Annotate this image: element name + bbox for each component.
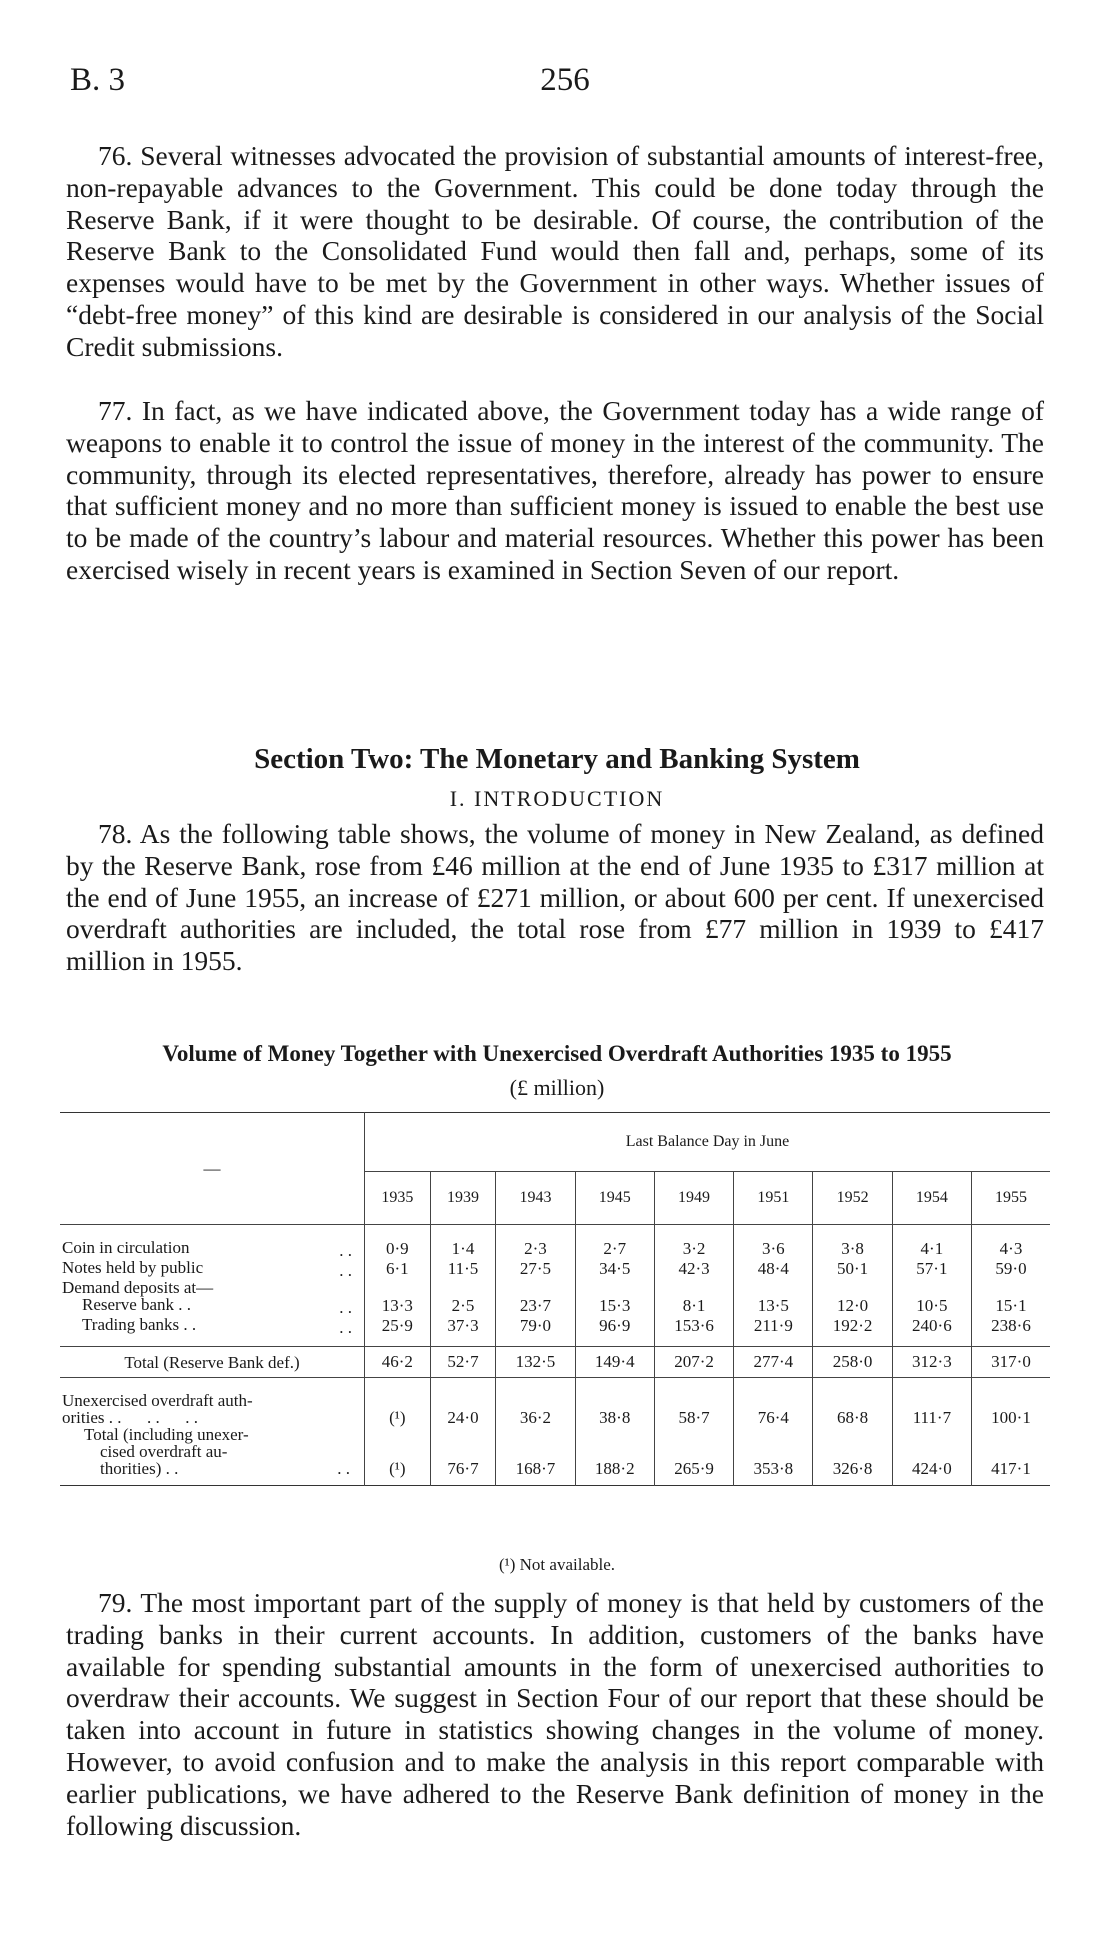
- paragraph-78: 78. As the following table shows, the volume of money in New Zealand, as defined by the Reserve Bank, rose from £46 million at the end of June 1935 to £317 million at the end of June 1955, an increase of £271 million, or about 600 per cent. If unexercised overdraft authorities are included, the total rose from £77 million in 1939 to £417 million in 1955.: [66, 818, 1044, 977]
- table-cell: 424·0: [892, 1426, 971, 1486]
- table-cell: 149·4: [575, 1347, 654, 1378]
- table-cell: 277·4: [734, 1347, 813, 1378]
- running-head: [70, 62, 1060, 102]
- table-unit: (£ million): [509, 1075, 605, 1100]
- table-cell: 4·1: [892, 1225, 971, 1260]
- table-cell: 100·1: [972, 1378, 1050, 1427]
- row-label: Reserve bank . .: [82, 1295, 192, 1314]
- table-cell: 168·7: [496, 1426, 575, 1486]
- table-cell: 8·1: [654, 1296, 733, 1316]
- row-label: Trading banks . .: [82, 1315, 197, 1334]
- row-label: thorities) . .: [100, 1459, 179, 1478]
- table-cell: 2·5: [430, 1296, 496, 1316]
- group-header: Last Balance Day in June: [365, 1113, 1051, 1172]
- table-cell: 57·1: [892, 1259, 971, 1279]
- section-title: Section Two: The Monetary and Banking System: [254, 743, 860, 775]
- row-label: Notes held by public: [62, 1258, 204, 1277]
- leader-dots: . .: [337, 1459, 350, 1478]
- row-label: Total (including unexer-: [84, 1425, 249, 1444]
- table-cell: 68·8: [813, 1378, 892, 1427]
- table-row-total-including: [60, 1426, 1050, 1486]
- year-header: 1955: [972, 1172, 1050, 1225]
- table-cell: 153·6: [654, 1316, 733, 1347]
- table-cell: 13·3: [365, 1296, 431, 1316]
- table-row-notes: [60, 1259, 1050, 1279]
- year-header: 1954: [892, 1172, 971, 1225]
- table-cell: 258·0: [813, 1347, 892, 1378]
- leader-dots: . .: [339, 1318, 352, 1337]
- table-cell: 238·6: [972, 1316, 1050, 1347]
- row-label: Demand deposits at—: [62, 1278, 214, 1297]
- leader-dots: . .: [339, 1298, 352, 1317]
- table-cell: (¹): [365, 1378, 431, 1427]
- table-cell: 326·8: [813, 1426, 892, 1486]
- year-header: 1935: [365, 1172, 431, 1225]
- table-cell: 37·3: [430, 1316, 496, 1347]
- table-cell: 38·8: [575, 1378, 654, 1427]
- year-header: 1951: [734, 1172, 813, 1225]
- table-cell: 6·1: [365, 1259, 431, 1279]
- table-cell: 192·2: [813, 1316, 892, 1347]
- table-cell: 188·2: [575, 1426, 654, 1486]
- table-cell: 3·8: [813, 1225, 892, 1260]
- year-header: 1952: [813, 1172, 892, 1225]
- table-row-reserve-bank: [60, 1296, 1050, 1316]
- table-cell: 59·0: [972, 1259, 1050, 1279]
- leader-dots: . .: [339, 1261, 352, 1280]
- table-cell: 353·8: [734, 1426, 813, 1486]
- page-reference: B. 3: [70, 62, 126, 98]
- table-cell: 34·5: [575, 1259, 654, 1279]
- table-cell: 24·0: [430, 1378, 496, 1427]
- table-cell: 52·7: [430, 1347, 496, 1378]
- leader-dots: . .: [339, 1241, 352, 1260]
- table-row-coin: [60, 1225, 1050, 1260]
- table-cell: 317·0: [972, 1347, 1050, 1378]
- table-cell: 240·6: [892, 1316, 971, 1347]
- paragraph-76: 76. Several witnesses advocated the provision of substantial amounts of interest-free, non-repayable advances to the Government. This could be done today through the Reserve Bank, if it were thought to be desirable. Of course, the contribution of the Reserve Bank to the Consolidated Fund would then fall and, perhaps, some of its expenses would have to be met by the Government in other ways. Whether issues of “debt-free money” of this kind are desirable is considered in our analysis of the Social Credit submissions.: [66, 140, 1044, 362]
- table-cell: 13·5: [734, 1296, 813, 1316]
- paragraph-77: 77. In fact, as we have indicated above, the Government today has a wide range of weapons to enable it to control the issue of money in the interest of the community. The community, through its elected representatives, therefore, already has power to ensure that sufficient money and no more than sufficient money is issued to enable the best use to be made of the country’s labour and material resources. Whether this power has been exercised wisely in recent years is examined in Section Seven of our report.: [66, 395, 1044, 585]
- table-cell: 79·0: [496, 1316, 575, 1347]
- table-cell: 265·9: [654, 1426, 733, 1486]
- table-row-unexercised: [60, 1378, 1050, 1427]
- table-cell: 10·5: [892, 1296, 971, 1316]
- table-cell: 312·3: [892, 1347, 971, 1378]
- table-cell: 50·1: [813, 1259, 892, 1279]
- table-cell: 76·4: [734, 1378, 813, 1427]
- table-cell: 15·3: [575, 1296, 654, 1316]
- table-cell: 417·1: [972, 1426, 1050, 1486]
- table-cell: 0·9: [365, 1225, 431, 1260]
- year-header: 1949: [654, 1172, 733, 1225]
- table-row-total: [60, 1347, 1050, 1378]
- year-header: 1939: [430, 1172, 496, 1225]
- table-cell: 4·3: [972, 1225, 1050, 1260]
- table-cell: 15·1: [972, 1296, 1050, 1316]
- table-group-header-row: [60, 1113, 1050, 1172]
- money-volume-table: [60, 1112, 1050, 1486]
- row-label: Unexercised overdraft auth-: [62, 1391, 253, 1410]
- table-cell: 48·4: [734, 1259, 813, 1279]
- table-cell: 12·0: [813, 1296, 892, 1316]
- page-number: 256: [540, 62, 590, 98]
- section-subtitle: I. INTRODUCTION: [449, 786, 665, 811]
- table-cell: 46·2: [365, 1347, 431, 1378]
- table-cell: 36·2: [496, 1378, 575, 1427]
- year-header: 1945: [575, 1172, 654, 1225]
- table-cell: 96·9: [575, 1316, 654, 1347]
- table-cell: 132·5: [496, 1347, 575, 1378]
- stub-header: —: [203, 1159, 221, 1178]
- table-cell: 76·7: [430, 1426, 496, 1486]
- table-cell: 207·2: [654, 1347, 733, 1378]
- table-row-demand-deposits: [60, 1279, 1050, 1296]
- table-cell: 42·3: [654, 1259, 733, 1279]
- table-cell: 111·7: [892, 1378, 971, 1427]
- row-label: orities . . . . . .: [62, 1408, 198, 1427]
- table-cell: 23·7: [496, 1296, 575, 1316]
- table-row-trading-banks: [60, 1316, 1050, 1347]
- row-label: cised overdraft au-: [100, 1442, 228, 1461]
- table-cell: 3·6: [734, 1225, 813, 1260]
- table-cell: 211·9: [734, 1316, 813, 1347]
- table-cell: 2·3: [496, 1225, 575, 1260]
- row-label: Coin in circulation: [62, 1238, 190, 1257]
- table-footnote: (¹) Not available.: [498, 1555, 616, 1574]
- table-cell: 1·4: [430, 1225, 496, 1260]
- paragraph-79: 79. The most important part of the supply of money is that held by customers of the trading banks in their current accounts. In addition, customers of the banks have available for spending substantial amounts in the form of unexercised authorities to overdraw their accounts. We suggest in Section Four of our report that these should be taken into account in future in statistics showing changes in the volume of money. However, to avoid confusion and to make the analysis in this report comparable with earlier publications, we have adhered to the Reserve Bank definition of money in the following discussion.: [66, 1587, 1044, 1841]
- table-cell: 11·5: [430, 1259, 496, 1279]
- table-cell: 27·5: [496, 1259, 575, 1279]
- table-cell: (¹): [365, 1426, 431, 1486]
- table-cell: 58·7: [654, 1378, 733, 1427]
- year-header: 1943: [496, 1172, 575, 1225]
- row-label: Total (Reserve Bank def.): [60, 1347, 365, 1378]
- table-cell: 2·7: [575, 1225, 654, 1260]
- table-cell: 25·9: [365, 1316, 431, 1347]
- table-title: Volume of Money Together with Unexercised Overdraft Authorities 1935 to 1955: [162, 1041, 952, 1066]
- table-cell: 3·2: [654, 1225, 733, 1260]
